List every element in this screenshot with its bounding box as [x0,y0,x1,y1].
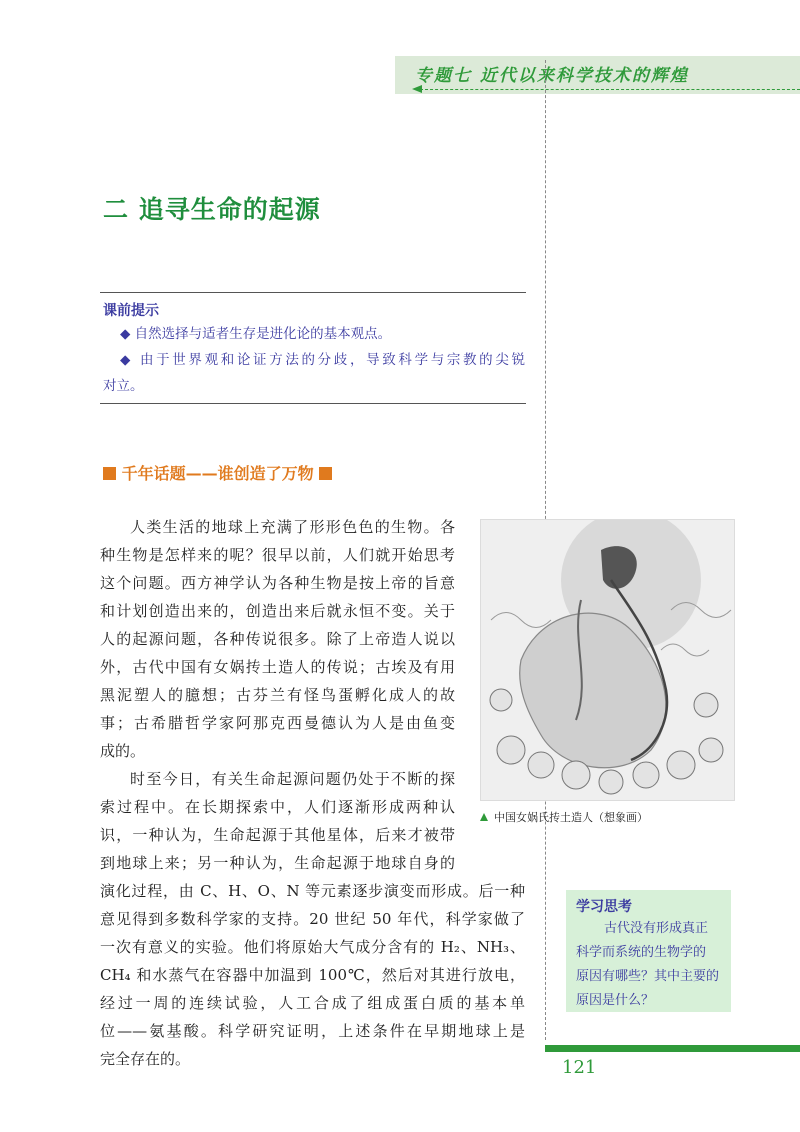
body-line: CH₄ 和水蒸气在容器中加温到 100℃，然后对其进行放电， [100,966,525,984]
tips-top-rule [100,292,526,293]
tip-item: ◆ 由于世界观和论证方法的分歧，导致科学与宗教的尖锐 [120,352,525,368]
body-line: 人类生活的地球上充满了形形色色的生物。各 [130,518,455,536]
nuwa-illustration [480,519,735,801]
figure-caption [480,809,648,825]
square-bullet-icon [103,467,116,480]
body-line: 经过一周的连续试验，人工合成了组成蛋白质的基本单 [100,994,525,1012]
caption-text: 中国女娲氏抟土造人（想象画） [494,811,648,824]
body-line: 成的。 [100,742,146,760]
chapter-header-title: 专题七 近代以来科学技术的辉煌 [415,66,689,86]
subsection-heading [103,461,332,484]
subsection-title: 千年话题——谁创造了万物 [121,464,314,483]
square-bullet-icon [319,467,332,480]
body-line: 意见得到多数科学家的支持。20 世纪 50 年代，科学家做了 [100,910,525,928]
body-line: 种生物是怎样来的呢？很早以前，人们就开始思考 [100,546,455,564]
tip-item: ◆ 自然选择与适者生存是进化论的基本观点。 [120,326,392,342]
study-heading: 学习思考 [576,899,632,915]
body-line: 位——氨基酸。科学研究证明，上述条件在早期地球上是 [100,1022,525,1040]
body-line: 完全存在的。 [100,1050,191,1068]
tip-item-continuation: 对立。 [103,378,144,394]
study-line: 古代没有形成真正 [604,921,709,936]
body-line: 和计划创造出来的，创造出来后就永恒不变。关于 [100,602,455,620]
tips-heading: 课前提示 [103,303,159,319]
body-line: 识，一种认为，生命起源于其他星体，后来才被带 [100,826,455,844]
section-title: 二 追寻生命的起源 [103,195,321,224]
footer-bar [545,1045,800,1052]
body-line: 演化过程，由 C、H、O、N 等元素逐步演变而形成。后一种 [100,882,525,900]
page-number: 121 [562,1057,597,1078]
study-line: 科学而系统的生物学的 [576,945,707,960]
body-line: 外，古代中国有女娲抟土造人的传说；古埃及有用 [100,658,455,676]
body-line: 事；古希腊哲学家阿那克西曼德认为人是由鱼变 [100,714,455,732]
header-divider [420,89,800,90]
body-line: 一次有意义的实验。他们将原始大气成分含有的 H₂、NH₃、 [100,938,525,956]
triangle-marker-icon [480,813,488,821]
study-line: 原因是什么？ [576,993,655,1008]
study-line: 原因有哪些？其中主要的 [576,969,720,984]
illustration-drawing [481,520,734,800]
body-line: 这个问题。西方神学认为各种生物是按上帝的旨意 [100,574,455,592]
body-line: 到地球上来；另一种认为，生命起源于地球自身的 [100,854,455,872]
body-line: 黑泥塑人的臆想；古芬兰有怪鸟蛋孵化成人的故 [100,686,455,704]
body-line: 时至今日，有关生命起源问题仍处于不断的探 [130,770,455,788]
tips-bottom-rule [100,403,526,404]
body-line: 索过程中。在长期探索中，人们逐渐形成两种认 [100,798,455,816]
body-line: 人的起源问题，各种传说很多。除了上帝造人说以 [100,630,455,648]
